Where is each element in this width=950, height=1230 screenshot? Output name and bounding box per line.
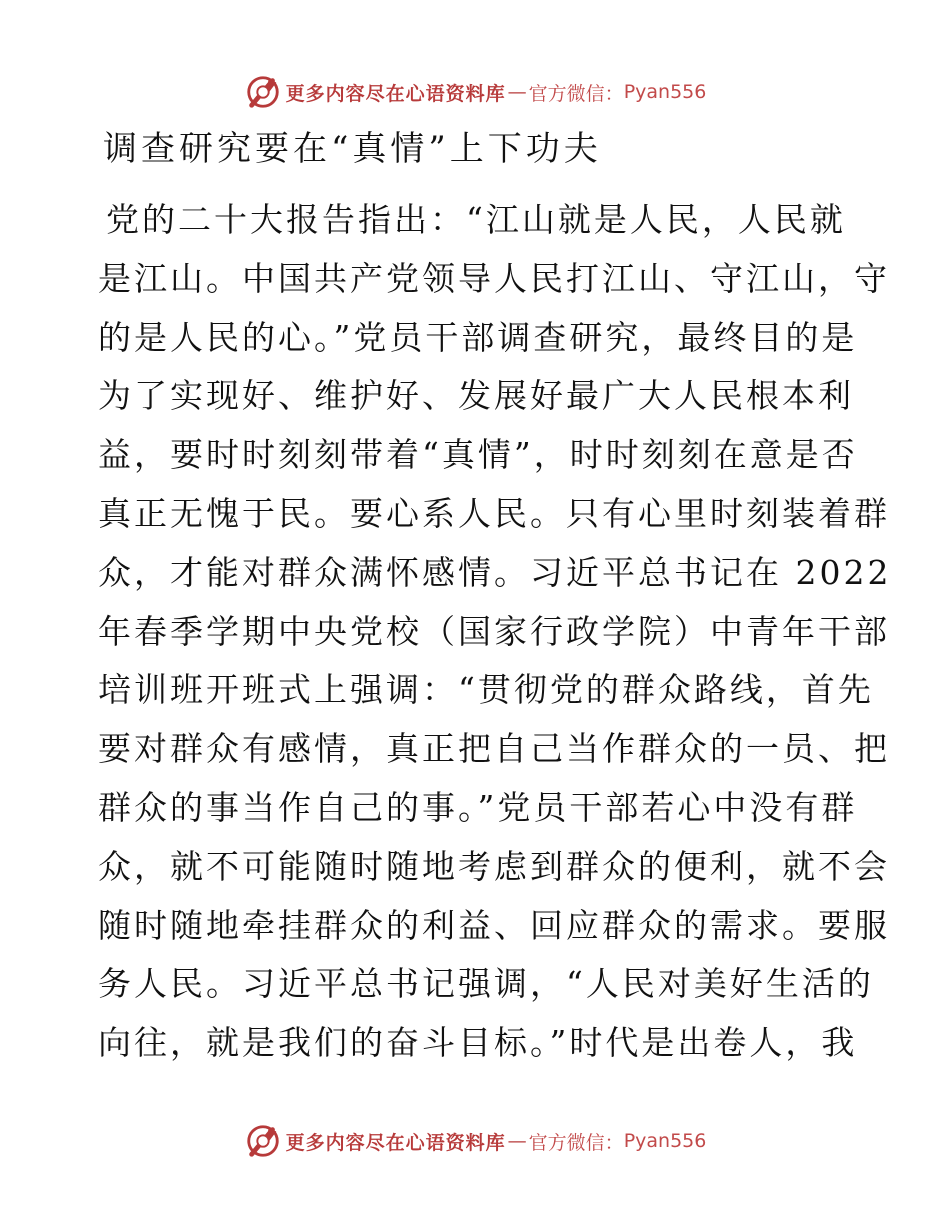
- banner-wechat-id: Pyan556: [623, 81, 707, 103]
- body-line: 年春季学期中央党校（国家行政学院）中青年干部: [98, 611, 890, 651]
- footer-banner: [0, 1121, 950, 1161]
- body-line: 真正无愧于民。要心系人民。只有心里时刻装着群: [98, 493, 890, 533]
- header-banner: [0, 72, 950, 112]
- body-line: 是江山。中国共产党领导人民打江山、守江山，守: [98, 258, 890, 298]
- body-line: 培训班开班式上强调：“贯彻党的群众路线，首先: [98, 670, 874, 710]
- banner-text: 更多内容尽在心语资料库: [285, 1131, 506, 1154]
- body-line: 群众的事当作自己的事。”党员干部若心中没有群: [98, 787, 858, 827]
- banner-wechat-label: 官方微信：: [528, 82, 624, 105]
- body-line: 的是人民的心。”党员干部调查研究，最终目的是: [98, 317, 858, 357]
- banner-wechat-id: Pyan556: [623, 1130, 707, 1152]
- pen-logo-icon: [244, 73, 282, 111]
- banner-separator: —: [507, 1130, 527, 1152]
- pen-logo-icon: [244, 1122, 282, 1160]
- body-line: 要对群众有感情，真正把自己当作群众的一员、把: [98, 729, 890, 769]
- body-line: 党的二十大报告指出：“江山就是人民，人民就: [106, 200, 846, 239]
- body-line: 为了实现好、维护好、发展好最广大人民根本利: [98, 376, 854, 416]
- body-line: 益，要时时刻刻带着“真情”，时时刻刻在意是否: [98, 435, 858, 475]
- banner-text: 更多内容尽在心语资料库: [285, 82, 506, 105]
- body-line: 务人民。习近平总书记强调，“人民对美好生活的: [98, 964, 874, 1004]
- body-paragraph: [98, 191, 892, 1073]
- body-line: 向往，就是我们的奋斗目标。”时代是出卷人，我: [98, 1023, 858, 1063]
- banner-separator: —: [507, 81, 527, 103]
- body-line: 随时随地牵挂群众的利益、回应群众的需求。要服: [98, 905, 890, 945]
- document-title: 调查研究要在“真情”上下功夫: [103, 129, 602, 169]
- body-line: 众，就不可能随时随地考虑到群众的便利，就不会: [98, 846, 890, 886]
- body-line: 众，才能对群众满怀感情。习近平总书记在 2022: [98, 552, 892, 592]
- banner-wechat-label: 官方微信：: [528, 1131, 624, 1154]
